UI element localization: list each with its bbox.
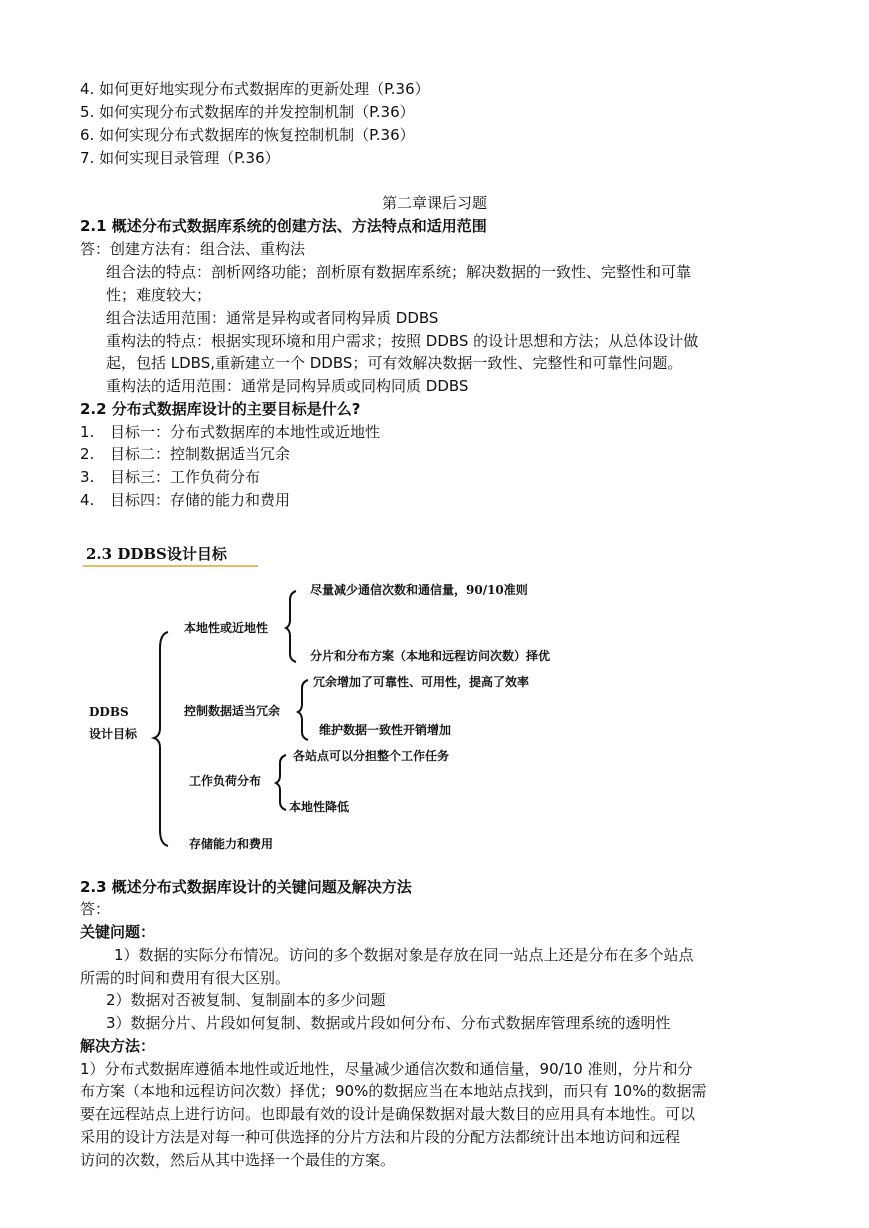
list-item	[80, 490, 290, 510]
list-item	[80, 422, 380, 442]
paragraph-line: 3）数据分片、片段如何复制、数据或片段如何分布、分布式数据库管理系统的透明性	[106, 1014, 671, 1032]
solution-label: 解决方法：	[80, 1037, 156, 1055]
diagram-title: 2.3 DDBS设计目标	[86, 545, 227, 563]
diagram-leaf: 分片和分布方案（本地和远程访问次数）择优	[310, 649, 551, 663]
list-item	[80, 467, 260, 487]
answer-line: 组合法适用范围：通常是异构或者同构异质 DDBS	[106, 309, 439, 327]
branch-brace	[298, 680, 308, 740]
section-heading-2-1: 2.1 概述分布式数据库系统的创建方法、方法特点和适用范围	[80, 217, 487, 235]
list-item	[80, 444, 290, 464]
list-item: 7. 如何实现目录管理（P.36）	[80, 149, 280, 167]
section-heading-2-2: 2.2 分布式数据库设计的主要目标是什么?	[80, 400, 361, 418]
diagram-branch: 工作负荷分布	[189, 774, 262, 788]
list-number: 4.	[80, 491, 95, 509]
paragraph-line: 1）数据的实际分布情况。访问的多个数据对象是存放在同一站点上还是分布在多个站点	[114, 946, 694, 964]
branch-brace	[286, 591, 296, 662]
diagram-root-label: 设计目标	[89, 727, 138, 741]
diagram-leaf: 各站点可以分担整个工作任务	[293, 749, 450, 763]
list-text: 目标二：控制数据适当冗余	[110, 445, 291, 463]
list-text: 目标四：存储的能力和费用	[110, 491, 291, 509]
list-item: 6. 如何实现分布式数据库的恢复控制机制（P.36）	[80, 126, 415, 144]
answer-line: 重构法的特点：根据实现环境和用户需求；按照 DDBS 的设计思想和方法；从总体设计做	[106, 332, 699, 350]
list-item: 5. 如何实现分布式数据库的并发控制机制（P.36）	[80, 103, 415, 121]
branch-brace	[276, 755, 286, 810]
list-number: 1.	[80, 423, 95, 441]
answer-line: 重构法的适用范围：通常是同构异质或同构同质 DDBS	[106, 377, 469, 395]
diagram-branch: 本地性或近地性	[184, 621, 269, 635]
section-heading-2-3: 2.3 概述分布式数据库设计的关键问题及解决方法	[80, 878, 412, 896]
answer-label: 答：	[80, 900, 111, 918]
paragraph-line: 布方案（本地和远程访问次数）择优；90%的数据应当在本地站点找到，而只有 10%的数据需	[80, 1082, 707, 1100]
paragraph-line: 2）数据对否被复制、复制副本的多少问题	[106, 991, 386, 1009]
diagram-branch: 存储能力和费用	[189, 837, 274, 851]
chapter-title: 第二章课后习题	[381, 194, 487, 212]
list-number: 2.	[80, 445, 95, 463]
answer-line: 起，包括 LDBS,重新建立一个 DDBS；可有效解决数据一致性、完整性和可靠性问题。	[106, 354, 683, 372]
diagram-leaf: 冗余增加了可靠性、可用性，提高了效率	[313, 675, 530, 689]
list-item: 4. 如何更好地实现分布式数据库的更新处理（P.36）	[80, 80, 430, 98]
paragraph-line: 所需的时间和费用有很大区别。	[80, 969, 291, 987]
diagram-leaf: 维护数据一致性开销增加	[319, 723, 452, 737]
key-issues-label: 关键问题：	[80, 923, 156, 941]
answer-line: 组合法的特点：剖析网络功能；剖析原有数据库系统；解决数据的一致性、完整性和可靠	[106, 263, 692, 281]
list-text: 目标一：分布式数据库的本地性或近地性	[110, 423, 381, 441]
paragraph-line: 要在远程站点上进行访问。也即最有效的设计是确保数据对最大数目的应用具有本地性。可以	[80, 1105, 696, 1123]
list-text: 目标三：工作负荷分布	[110, 468, 261, 486]
main-brace	[154, 632, 168, 846]
list-number: 3.	[80, 468, 95, 486]
diagram-leaf: 尽量减少通信次数和通信量，90/10准则	[310, 583, 528, 597]
diagram-root-label: DDBS	[89, 705, 129, 719]
answer-line: 答：创建方法有：组合法、重构法	[80, 240, 306, 258]
diagram-leaf: 本地性降低	[289, 800, 350, 814]
paragraph-line: 访问的次数，然后从其中选择一个最佳的方案。	[80, 1151, 396, 1169]
diagram-branch: 控制数据适当冗余	[184, 704, 281, 718]
paragraph-line: 1）分布式数据库遵循本地性或近地性，尽量减少通信次数和通信量，90/10 准则，分片和分	[80, 1060, 693, 1078]
answer-line: 性；难度较大；	[106, 286, 212, 304]
paragraph-line: 采用的设计方法是对每一种可供选择的分片方法和片段的分配方法都统计出本地访问和远程	[80, 1128, 681, 1146]
